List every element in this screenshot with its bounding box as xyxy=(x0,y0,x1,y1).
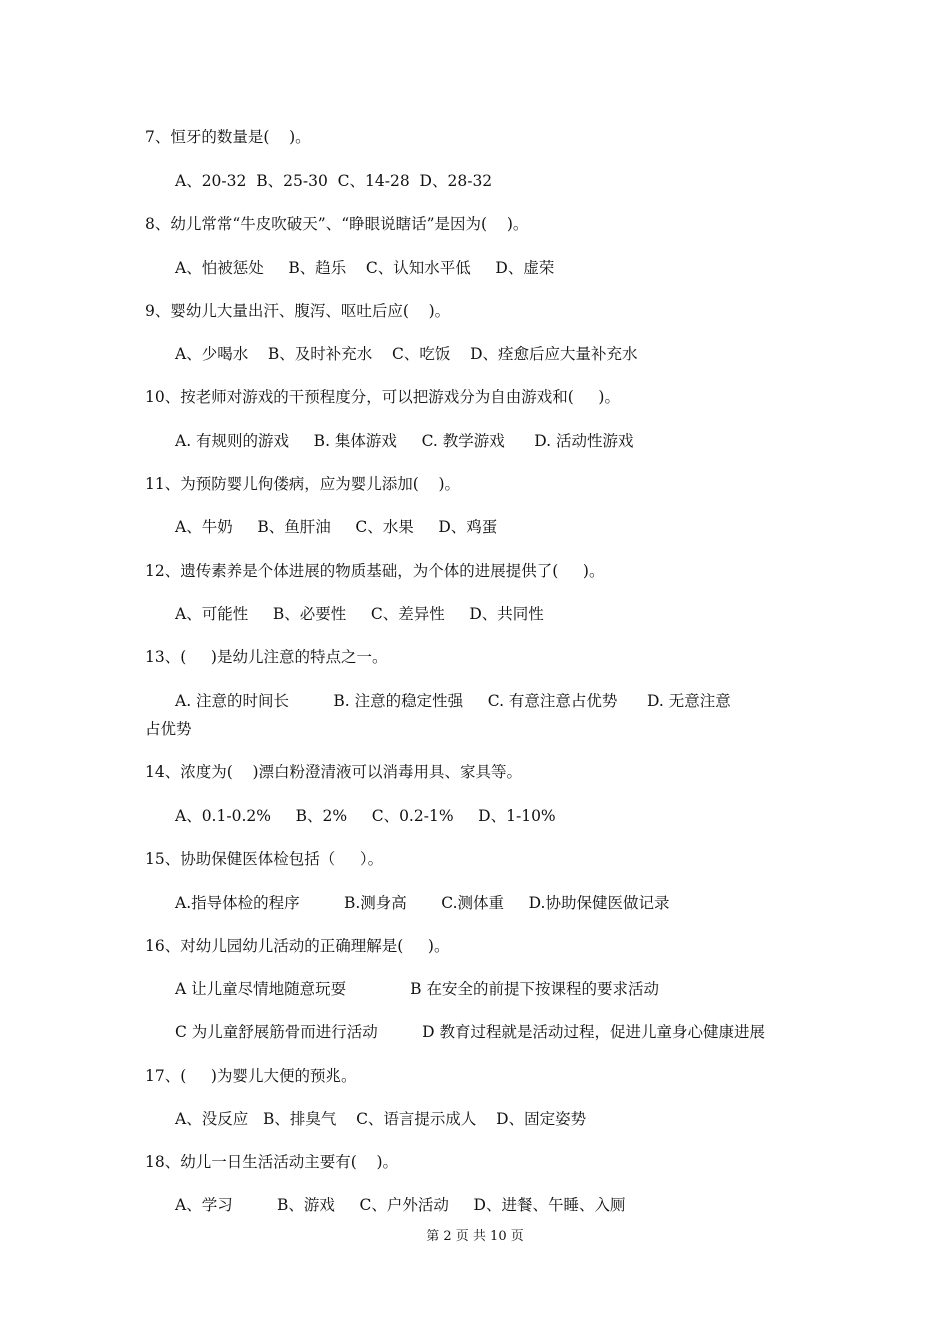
question-13-stem: 13、( )是幼儿注意的特点之一。 xyxy=(145,648,388,666)
question-12-stem: 12、遗传素养是个体进展的物质基础，为个体的进展提供了( )。 xyxy=(145,562,605,580)
question-14-options: A、0.1-0.2% B、2% C、0.2-1% D、1-10% xyxy=(175,807,556,825)
question-12-options: A、可能性 B、必要性 C、差异性 D、共同性 xyxy=(175,605,544,623)
question-16-options-line2: C 为儿童舒展筋骨而进行活动 D 教育过程就是活动过程，促进儿童身心健康进展 xyxy=(175,1023,765,1041)
question-9-stem: 9、婴幼儿大量出汗、腹泻、呕吐后应( )。 xyxy=(145,302,451,320)
question-14-stem: 14、浓度为( )漂白粉澄清液可以消毒用具、家具等。 xyxy=(145,763,523,781)
question-13-options: A. 注意的时间长 B. 注意的稳定性强 C. 有意注意占优势 D. 无意注意 xyxy=(175,692,731,710)
question-16-stem: 16、对幼儿园幼儿活动的正确理解是( )。 xyxy=(145,937,450,955)
question-17-stem: 17、( )为婴儿大便的预兆。 xyxy=(145,1067,357,1085)
question-13-options-continuation: 占优势 xyxy=(145,720,192,738)
question-16-options-line1: A 让儿童尽情地随意玩耍 B 在安全的前提下按课程的要求活动 xyxy=(175,980,659,998)
question-11-options: A、牛奶 B、鱼肝油 C、水果 D、鸡蛋 xyxy=(175,518,498,536)
question-7-options: A、20-32 B、25-30 C、14-28 D、28-32 xyxy=(175,172,493,190)
question-18-stem: 18、幼儿一日生活活动主要有( )。 xyxy=(145,1153,399,1171)
question-9-options: A、少喝水 B、及时补充水 C、吃饭 D、痊愈后应大量补充水 xyxy=(175,345,638,363)
question-18-options: A、学习 B、游戏 C、户外活动 D、进餐、午睡、入厕 xyxy=(175,1196,626,1214)
question-10-options: A. 有规则的游戏 B. 集体游戏 C. 教学游戏 D. 活动性游戏 xyxy=(175,432,634,450)
question-8-stem: 8、幼儿常常“牛皮吹破天”、“睁眼说瞎话”是因为( )。 xyxy=(145,215,529,233)
question-15-options: A.指导体检的程序 B.测身高 C.测体重 D.协助保健医做记录 xyxy=(175,894,670,912)
question-7-stem: 7、恒牙的数量是( )。 xyxy=(145,128,311,146)
question-17-options: A、没反应 B、排臭气 C、语言提示成人 D、固定姿势 xyxy=(175,1110,587,1128)
page-number-footer: 第 2 页 共 10 页 xyxy=(426,1229,524,1244)
question-10-stem: 10、按老师对游戏的干预程度分，可以把游戏分为自由游戏和( )。 xyxy=(145,388,620,406)
question-15-stem: 15、协助保健医体检包括（ ）。 xyxy=(145,850,384,868)
question-11-stem: 11、为预防婴儿佝偻病，应为婴儿添加( )。 xyxy=(145,475,461,493)
question-8-options: A、怕被惩处 B、趋乐 C、认知水平低 D、虚荣 xyxy=(175,259,555,277)
